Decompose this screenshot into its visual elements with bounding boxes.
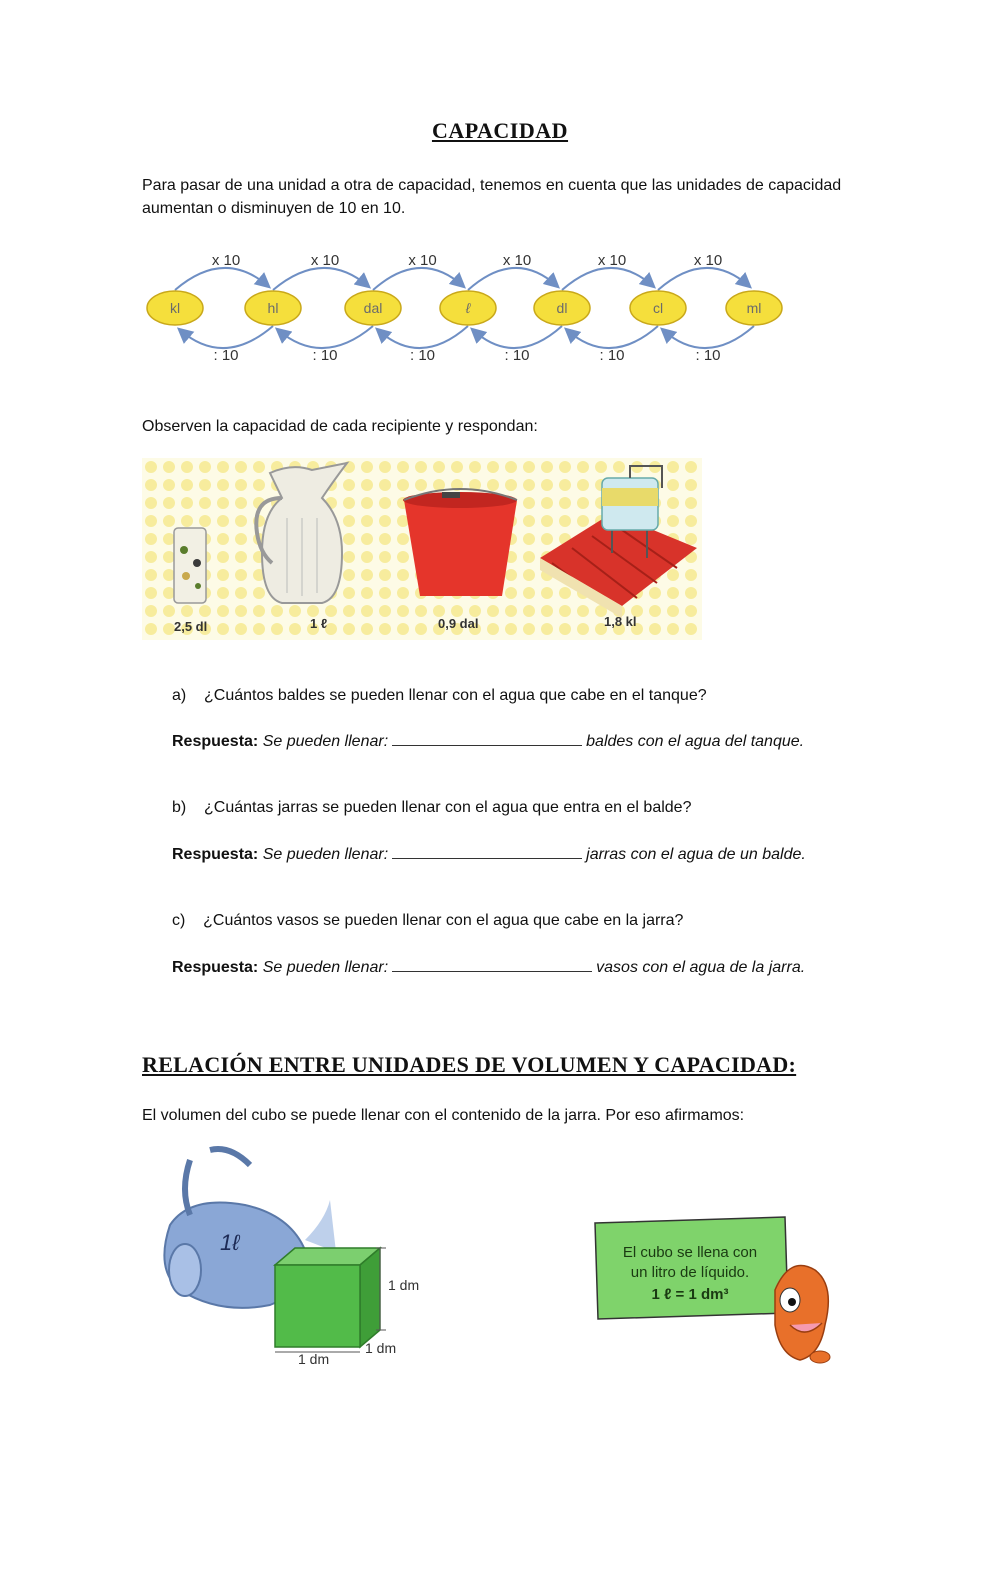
cube-width-label: 1 dm (298, 1351, 330, 1367)
answer-suffix: vasos con el agua de la jarra. (596, 959, 806, 976)
multiply-label: x 10 (310, 252, 340, 269)
question-letter: b) (172, 799, 187, 816)
pitcher-capacity-label: 1 ℓ (310, 616, 328, 631)
divide-label: : 10 (409, 347, 436, 364)
answer-a (172, 731, 804, 751)
question-a (172, 687, 707, 705)
question-text: ¿Cuántas jarras se pueden llenar con el agua que entra en el balde? (204, 799, 692, 816)
multiply-label: x 10 (211, 252, 241, 269)
multiply-label: x 10 (408, 252, 437, 269)
page-title: CAPACIDAD (431, 118, 569, 143)
sign-line-1: El cubo se llena con (622, 1244, 758, 1261)
question-text: ¿Cuántos vasos se pueden llenar con el agua que cabe en la jarra? (203, 912, 684, 929)
bucket-capacity-label: 0,9 dal (438, 616, 479, 631)
sign-line-3: 1 ℓ = 1 dm³ (651, 1286, 729, 1303)
answer-c (172, 957, 805, 977)
multiply-arrow (658, 268, 749, 290)
divide-arrow (278, 326, 373, 348)
unit-label: dl (556, 300, 568, 316)
question-letter: c) (172, 912, 186, 929)
answer-prefix: Se pueden llenar: (262, 733, 389, 750)
answer-label: Respuesta: (172, 959, 259, 976)
intro-paragraph: Para pasar de una unidad a otra de capacidad, tenemos en cuenta que las unidades de capacidad aumentan o disminuyen de 10 en 10. (142, 177, 842, 217)
answer-prefix: Se pueden llenar: (262, 846, 389, 863)
divide-label: : 10 (504, 347, 530, 364)
divide-arrow (378, 326, 468, 348)
answer-blank-a[interactable] (392, 731, 582, 746)
sign-illustration (590, 1215, 840, 1370)
multiply-arrow (468, 268, 557, 290)
answer-suffix: jarras con el agua de un balde. (586, 846, 806, 863)
multiply-label: x 10 (597, 252, 627, 269)
monster-character-icon (775, 1266, 830, 1364)
section2-text: El volumen del cubo se puede llenar con el contenido de la jarra. Por eso afirmamos: (142, 1107, 745, 1124)
divide-arrow (473, 326, 562, 348)
unit-label: kl (169, 300, 181, 316)
answer-blank-c[interactable] (392, 957, 592, 972)
unit-label: ℓ (465, 300, 471, 316)
section2-title: RELACIÓN ENTRE UNIDADES DE VOLUMEN Y CAPACIDAD: (142, 1052, 797, 1077)
question-c (172, 912, 683, 930)
glass-icon (174, 528, 206, 603)
answer-label: Respuesta: (172, 733, 259, 750)
divide-arrow (567, 326, 658, 348)
answer-blank-b[interactable] (392, 844, 582, 859)
cube-height-label: 1 dm (388, 1277, 420, 1293)
bucket-icon (403, 489, 517, 596)
glass-capacity-label: 2,5 dl (174, 619, 208, 634)
question-text: ¿Cuántos baldes se pueden llenar con el agua que cabe en el tanque? (204, 687, 707, 704)
unit-conversion-diagram (140, 240, 800, 370)
multiply-arrow (273, 268, 368, 290)
divide-arrow (180, 326, 273, 348)
answer-suffix: baldes con el agua del tanque. (586, 733, 805, 750)
cube-icon (275, 1248, 380, 1347)
multiply-arrow (373, 268, 463, 290)
divide-label: : 10 (695, 347, 721, 364)
containers-illustration (142, 458, 702, 640)
unit-label: hl (267, 300, 279, 316)
unit-label: cl (652, 300, 664, 316)
answer-prefix: Se pueden llenar: (262, 959, 389, 976)
multiply-label: x 10 (502, 252, 532, 269)
answer-label: Respuesta: (172, 846, 259, 863)
jug-capacity-label: 1ℓ (220, 1230, 240, 1255)
divide-label: : 10 (599, 347, 625, 364)
multiply-label: x 10 (693, 252, 723, 269)
question-b (172, 799, 691, 817)
divide-arrow (663, 326, 754, 348)
question-letter: a) (172, 687, 187, 704)
unit-label: ml (746, 300, 762, 316)
cube-depth-label: 1 dm (365, 1340, 397, 1356)
sign-line-2: un litro de líquido. (630, 1264, 750, 1281)
observe-prompt: Observen la capacidad de cada recipiente y respondan: (142, 418, 538, 435)
unit-label: dal (363, 300, 383, 316)
multiply-arrow (175, 268, 268, 290)
divide-label: : 10 (312, 347, 338, 364)
tank-capacity-label: 1,8 kl (604, 614, 637, 629)
answer-b (172, 844, 806, 864)
multiply-arrow (562, 268, 653, 290)
jug-cube-illustration (150, 1140, 440, 1375)
divide-label: : 10 (213, 347, 239, 364)
